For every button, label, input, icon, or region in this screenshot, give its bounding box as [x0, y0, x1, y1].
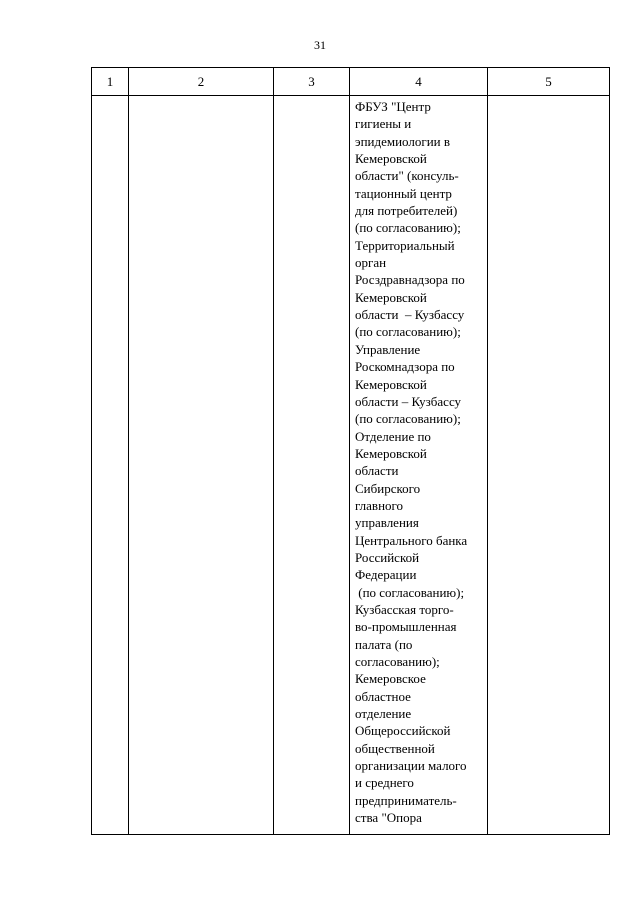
text-line: управления [355, 515, 419, 531]
text-line: Кемеровской [355, 151, 427, 167]
text-line: отделение [355, 706, 412, 722]
organizations-list [350, 96, 487, 826]
text-line: Кемеровской [355, 445, 427, 461]
text-line: Управление [355, 341, 421, 357]
text-line: гигиены и [355, 116, 412, 132]
text-line: Кузбасская торго- [355, 601, 454, 617]
text-line: орган [355, 255, 387, 271]
text-line: Центрального банка [355, 532, 468, 548]
text-line: (по согласованию); [355, 220, 461, 236]
text-line: ства "Опора [355, 810, 422, 826]
text-line: ФБУЗ "Центр [355, 99, 431, 114]
text-line: организации малого [355, 758, 467, 774]
text-line: главного [355, 497, 404, 513]
table-row [92, 96, 610, 835]
table-header-row [92, 68, 610, 96]
text-line: тационный центр [355, 185, 452, 201]
cell-col-3 [274, 96, 350, 835]
text-line: области – Кузбассу [355, 393, 462, 409]
text-line: области" (консуль- [355, 168, 459, 184]
text-line: Росздравнадзора по [355, 272, 465, 288]
column-header-5: 5 [488, 68, 610, 96]
text-line: (по согласованию); [355, 411, 461, 427]
text-line: во-промышленная [355, 619, 457, 635]
text-line: Кемеровское [355, 671, 426, 687]
text-line: области – Кузбассу [355, 307, 465, 323]
text-line: области [355, 463, 399, 479]
text-line: Сибирского [355, 480, 421, 496]
cell-col-1 [92, 96, 129, 835]
column-header-4: 4 [350, 68, 488, 96]
text-line: Общероссийской [355, 723, 451, 739]
text-line: (по согласованию); [355, 584, 465, 600]
text-line: эпидемиологии в [355, 133, 451, 149]
document-table [91, 67, 610, 835]
text-line: Отделение по [355, 428, 431, 444]
text-line: и среднего [355, 775, 414, 791]
page-number: 31 [314, 38, 326, 52]
cell-col-2 [129, 96, 274, 835]
text-line: палата (по [355, 636, 413, 652]
text-line: Российской [355, 549, 420, 565]
column-header-2: 2 [129, 68, 274, 96]
cell-col-4 [350, 96, 488, 835]
text-line: предприниматель- [355, 792, 457, 808]
column-header-1: 1 [92, 68, 129, 96]
cell-col-5 [488, 96, 610, 835]
text-line: согласованию); [355, 654, 440, 669]
text-line: областное [355, 688, 411, 704]
text-line: Кемеровской [355, 289, 427, 305]
text-line: Территориальный [355, 237, 455, 253]
text-line: Роскомнадзора по [355, 359, 455, 375]
text-line: для потребителей) [355, 203, 458, 219]
column-header-3: 3 [274, 68, 350, 96]
text-line: общественной [355, 740, 435, 756]
text-line: Кемеровской [355, 376, 427, 392]
text-line: (по согласованию); [355, 324, 461, 340]
text-line: Федерации [355, 567, 417, 583]
